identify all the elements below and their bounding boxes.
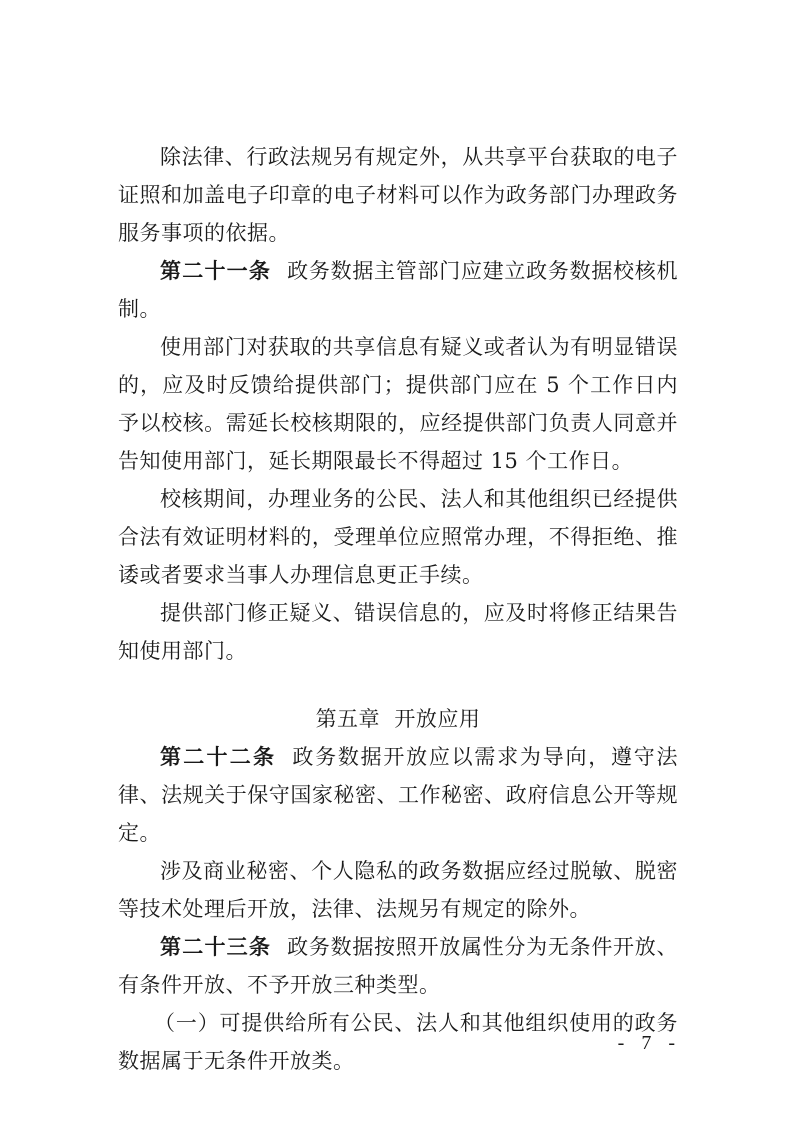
paragraph-correction: 提供部门修正疑义、错误信息的，应及时将修正结果告知使用部门。 — [118, 601, 678, 663]
paragraph-verification-period: 校核期间，办理业务的公民、法人和其他组织已经提供合法有效证明材料的，受理单位应照常办理，不得拒绝、推诿或者要求当事人办理信息更正手续。 — [118, 487, 678, 587]
page-number: - 7 - — [617, 1032, 681, 1054]
paragraph-feedback: 使用部门对获取的共享信息有疑义或者认为有明显错误的，应及时反馈给提供部门；提供部门应在 5 个工作日内予以校核。需延长校核期限的，应经提供部门负责人同意并告知使用部门，延长期限最长不得超过 15 个工作日。 — [118, 335, 678, 473]
document-body — [118, 138, 678, 1080]
article-22-label: 第二十二条 — [160, 745, 277, 769]
article-22 — [118, 738, 678, 852]
article-21-text: 政务数据主管部门应建立政务数据校核机制。 — [118, 259, 679, 321]
paragraph-privacy: 涉及商业秘密、个人隐私的政务数据应经过脱敏、脱密等技术处理后开放，法律、法规另有规定的除外。 — [118, 859, 678, 921]
paragraph-unconditional-open: （一）可提供给所有公民、法人和其他组织使用的政务数据属于无条件开放类。 — [118, 1011, 678, 1073]
paragraph-electronic-materials: 除法律、行政法规另有规定外，从共享平台获取的电子证照和加盖电子印章的电子材料可以作为政务部门办理政务服务事项的依据。 — [118, 145, 678, 245]
article-23-label: 第二十三条 — [160, 935, 272, 959]
article-21 — [118, 252, 678, 328]
article-23-text: 政务数据按照开放属性分为无条件开放、有条件开放、不予开放三种类型。 — [118, 935, 679, 997]
article-21-label: 第二十一条 — [160, 259, 272, 283]
article-23 — [118, 928, 678, 1004]
article-22-text: 政务数据开放应以需求为导向，遵守法律、法规关于保守国家秘密、工作秘密、政府信息公开等规定。 — [118, 745, 679, 845]
chapter-title: 第五章 开放应用 — [315, 707, 481, 731]
